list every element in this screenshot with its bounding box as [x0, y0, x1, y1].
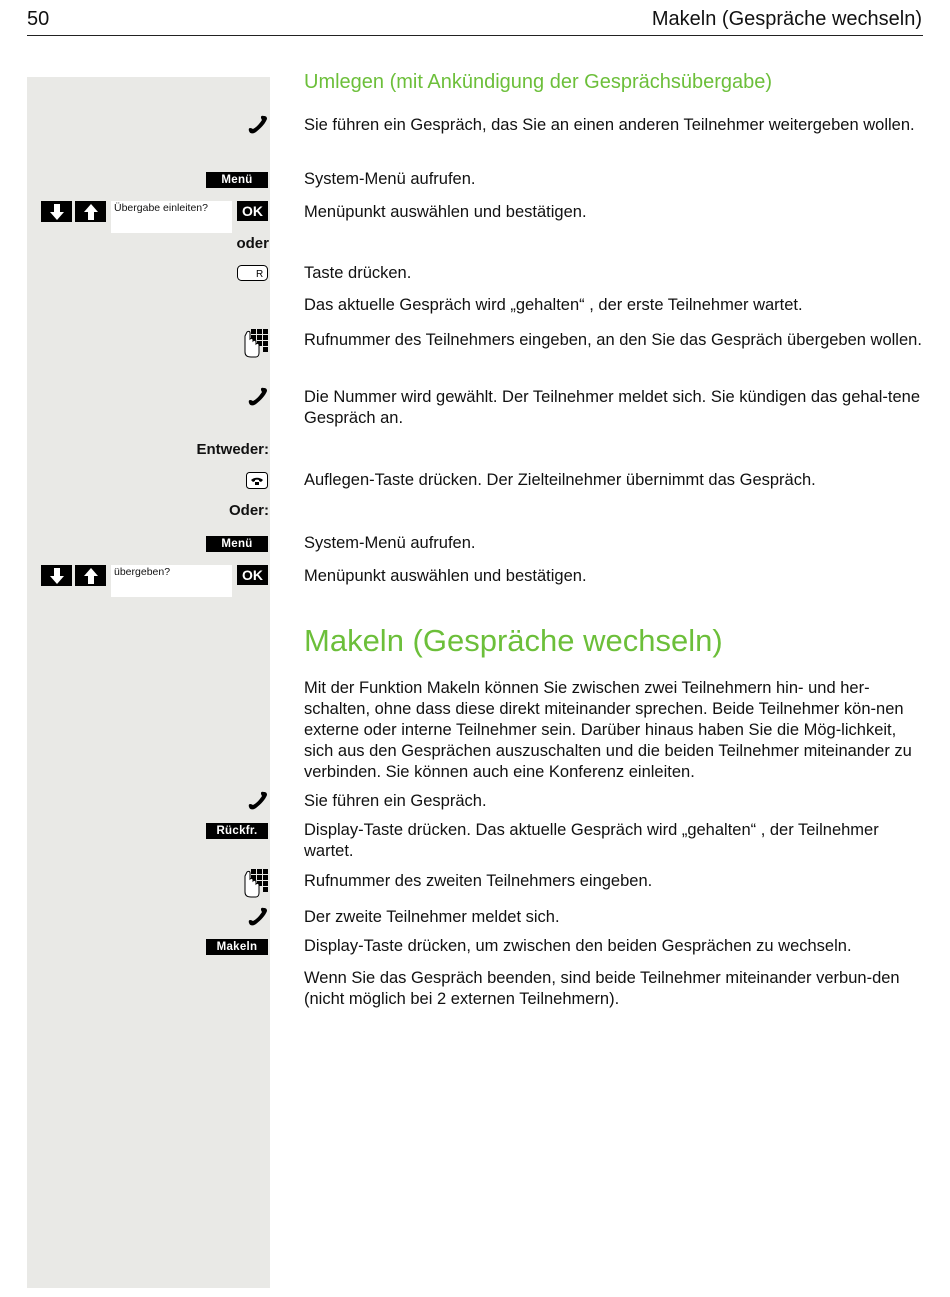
handset-icon: [247, 114, 269, 136]
arrow-up-icon: [75, 565, 106, 586]
step-text: Rufnummer des zweiten Teilnehmers eingeben.: [304, 872, 653, 890]
hangup-key-icon: [246, 472, 268, 489]
step-text: Rufnummer des Teilnehmers eingeben, an den Sie das Gespräch übergeben wollen.: [304, 331, 922, 349]
sidebar-panel: [27, 77, 270, 1288]
step-text: Die Nummer wird gewählt. Der Teilnehmer meldet sich. Sie kündigen das gehal-tene Gespräch an.: [304, 388, 920, 427]
arrow-down-icon: [41, 201, 72, 222]
menu-key: Menü: [206, 172, 268, 188]
running-title: Makeln (Gespräche wechseln): [651, 8, 922, 30]
step-text: Display-Taste drücken, um zwischen den beiden Gesprächen zu wechseln.: [304, 937, 852, 955]
intro-paragraph: Mit der Funktion Makeln können Sie zwischen zwei Teilnehmern hin- und her-schalten, ohne dass diese direkt miteinander sprechen. Beide Teilnehmer kön-nen externe oder interne Teilnehmer sein. Darüber hinaus haben Sie die Mög-lichkeit, sich aus den Gesprächen auszuschalten und die beiden Teilnehmer miteinander zu verbinden. Sie können auch eine Konferenz einleiten.: [304, 679, 912, 781]
svg-text:R: R: [256, 269, 264, 280]
step-text: Sie führen ein Gespräch.: [304, 792, 487, 810]
rueckfrage-key: Rückfr.: [206, 823, 268, 839]
step-text: Auflegen-Taste drücken. Der Zielteilnehmer übernimmt das Gespräch.: [304, 471, 816, 489]
page-number: 50: [27, 8, 50, 30]
keypad-icon: [242, 868, 268, 898]
display-line: Übergabe einleiten?: [111, 201, 232, 233]
step-text: System-Menü aufrufen.: [304, 534, 476, 552]
arrow-up-icon: [75, 201, 106, 222]
section-heading-makeln: Makeln (Gespräche wechseln): [304, 623, 723, 658]
handset-icon: [247, 906, 269, 928]
menu-key: Menü: [206, 536, 268, 552]
ok-key: OK: [237, 565, 268, 585]
step-text: Der zweite Teilnehmer meldet sich.: [304, 908, 560, 926]
r-key-icon: [237, 265, 268, 281]
label-oder-2: Oder:: [228, 502, 269, 519]
step-text: Menüpunkt auswählen und bestätigen.: [304, 567, 587, 585]
step-text: Menüpunkt auswählen und bestätigen.: [304, 203, 587, 221]
label-oder: oder: [236, 235, 269, 252]
step-text: System-Menü aufrufen.: [304, 170, 476, 188]
step-text: Taste drücken.: [304, 264, 412, 282]
label-entweder: Entweder:: [196, 441, 269, 458]
header-rule: [27, 35, 923, 36]
section-heading-umlegen: Umlegen (mit Ankündigung der Gesprächsübergabe): [304, 71, 773, 93]
step-text: Wenn Sie das Gespräch beenden, sind beide Teilnehmer miteinander verbun-den (nicht möglich bei 2 externen Teilnehmern).: [304, 969, 900, 1008]
keypad-icon: [242, 328, 268, 358]
handset-icon: [247, 790, 269, 812]
handset-icon: [247, 386, 269, 408]
ok-key: OK: [237, 201, 268, 221]
step-text: Display-Taste drücken. Das aktuelle Gespräch wird „gehalten“ , der Teilnehmer wartet.: [304, 821, 879, 860]
arrow-down-icon: [41, 565, 72, 586]
step-text: Das aktuelle Gespräch wird „gehalten“ , der erste Teilnehmer wartet.: [304, 296, 803, 314]
makeln-key: Makeln: [206, 939, 268, 955]
display-line: übergeben?: [111, 565, 232, 597]
step-text: Sie führen ein Gespräch, das Sie an einen anderen Teilnehmer weitergeben wollen.: [304, 116, 915, 134]
